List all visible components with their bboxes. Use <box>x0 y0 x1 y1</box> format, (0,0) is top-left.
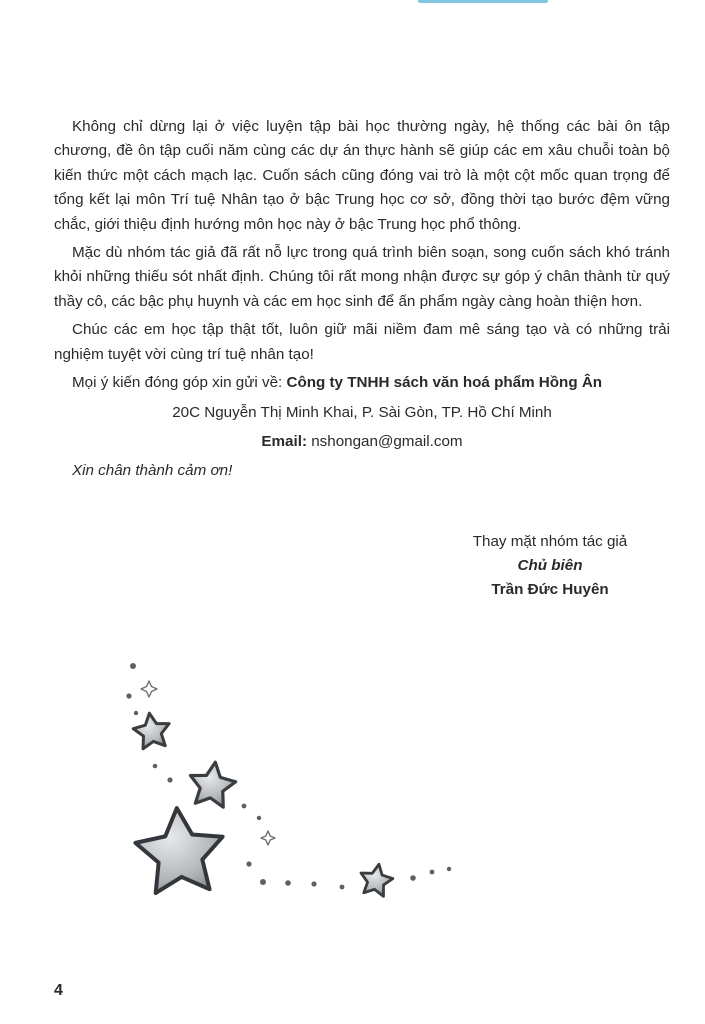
signature-block <box>440 530 660 602</box>
paragraph-3: Chúc các em học tập thật tốt, luôn giữ mãi niềm đam mê sáng tạo và có những trải nghiệm tuyệt vời cùng trí tuệ nhân tạo! <box>54 321 670 363</box>
star-icon-medium <box>187 759 238 808</box>
signature-role: Chủ biên <box>517 557 583 574</box>
feedback-line <box>54 371 670 395</box>
body-text <box>54 115 670 484</box>
signature-on-behalf: Thay mặt nhóm tác giả <box>472 533 628 550</box>
star-icon-large <box>133 805 226 894</box>
decorative-stars <box>0 640 460 920</box>
publisher-address: 20C Nguyễn Thị Minh Khai, P. Sài Gòn, TP. Hồ Chí Minh <box>172 404 552 422</box>
email-label: Email: <box>261 432 307 450</box>
thanks-note: Xin chân thành cảm ơn! <box>72 462 233 480</box>
email-line <box>54 430 670 454</box>
signature-name: Trần Đức Huyên <box>491 581 609 598</box>
email-value: nshongan@gmail.com <box>307 432 463 450</box>
publisher-name: Công ty TNHH sách văn hoá phẩm Hồng Ân <box>286 374 603 392</box>
paragraph-2: Mặc dù nhóm tác giả đã rất nỗ lực trong quá trình biên soạn, song cuốn sách khó tránh khỏi những thiếu sót nhất định. Chúng tôi rất mong nhận được sự góp ý chân thành từ quý thầy cô, các bậc phụ huynh và các em học sinh để ấn phẩm ngày càng hoàn thiện hơn. <box>54 244 670 310</box>
paragraph-1: Không chỉ dừng lại ở việc luyện tập bài học thường ngày, hệ thống các bài ôn tập chương, đề ôn tập cuối năm cùng các dự án thực hành sẽ giúp các em xâu chuỗi toàn bộ kiến thức một cách mạch lạc. Cuốn sách cũng đóng vai trò là một cột mốc quan trọng để tổng kết lại môn Trí tuệ Nhân tạo ở bậc Trung học cơ sở, đồng thời tạo bước đệm vững chắc, giới thiệu định hướng môn học này ở bậc Trung học phổ thông. <box>54 118 670 233</box>
feedback-prefix: Mọi ý kiến đóng góp xin gửi về: <box>72 374 287 392</box>
star-icon-small-right <box>358 861 395 897</box>
top-accent-bar <box>418 0 548 3</box>
page-number: 4 <box>54 982 63 999</box>
star-icon-small-top <box>131 711 172 750</box>
sparkle-icon <box>141 681 275 845</box>
